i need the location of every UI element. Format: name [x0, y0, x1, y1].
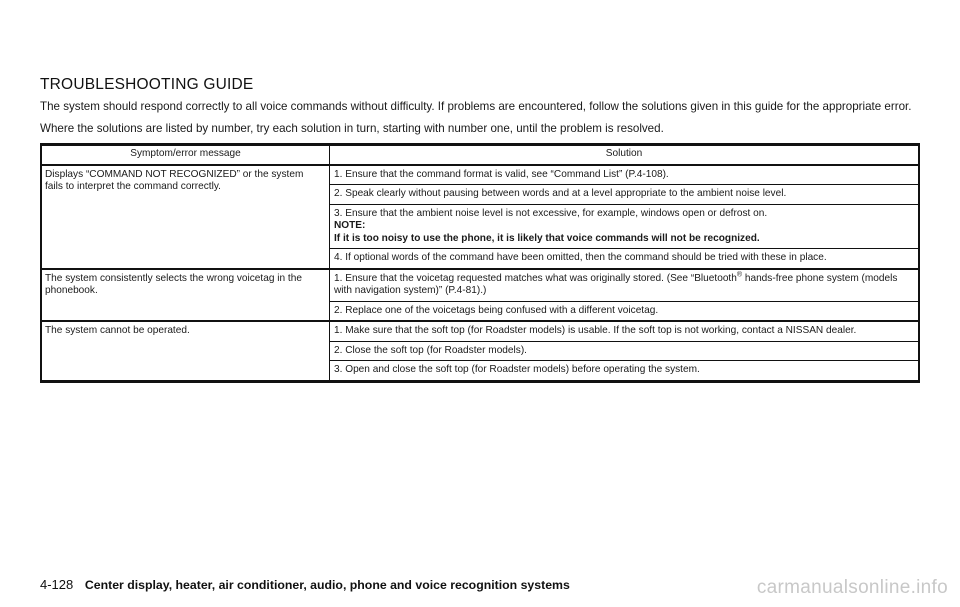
page-number: 4-128: [40, 577, 74, 592]
footer-section-title: Center display, heater, air conditioner, audio, phone and voice recognition systems: [84, 578, 570, 592]
registered-mark: ®: [736, 271, 743, 279]
solution-text-part: 1. Ensure that the voicetag requested matches what was originally stored. (See “Bluetooth: [334, 272, 737, 284]
solution-cell: 1. Make sure that the soft top (for Roadster models) is usable. If the soft top is not working, contact a NISSAN dealer.: [330, 321, 920, 341]
table-row: [41, 321, 919, 341]
note-text: If it is too noisy to use the phone, it is likely that voice commands will not be recognized.: [334, 232, 760, 244]
symptom-cell: The system consistently selects the wrong voicetag in the phonebook.: [41, 269, 330, 322]
symptom-cell: Displays “COMMAND NOT RECOGNIZED” or the system fails to interpret the command correctly.: [45, 168, 304, 192]
table-header-row: [41, 145, 919, 165]
solution-cell: 4. If optional words of the command have been omitted, then the command should be tried with these in place.: [330, 249, 920, 269]
symptom-cell: The system cannot be operated.: [41, 321, 330, 381]
watermark: carmanualsonline.info: [756, 577, 948, 598]
section-heading: TROUBLESHOOTING GUIDE: [40, 76, 254, 93]
solution-text-part: hands-free phone system (models with navigation system)” (P.4-81).): [334, 272, 898, 296]
troubleshooting-section: [40, 76, 920, 383]
symptom-column-header: Symptom/error message: [41, 145, 330, 165]
solution-column-header: Solution: [330, 145, 920, 165]
solution-cell: 2. Replace one of the voicetags being confused with a different voicetag.: [330, 301, 920, 321]
solution-cell: [330, 204, 920, 249]
note-label: NOTE:: [334, 220, 366, 231]
solution-cell: 1. Ensure that the command format is valid, see “Command List” (P.4-108).: [330, 165, 920, 185]
solution-cell: 2. Close the soft top (for Roadster models).: [330, 341, 920, 361]
table-row: [41, 165, 919, 185]
instructions-paragraph: Where the solutions are listed by number, try each solution in turn, starting with number one, until the problem is resolved.: [40, 122, 664, 135]
solution-cell: 2. Speak clearly without pausing between words and at a level appropriate to the ambient noise level.: [330, 185, 920, 205]
table-row: [41, 269, 919, 302]
solution-text: 3. Ensure that the ambient noise level is not excessive, for example, windows open or defrost on.: [334, 207, 768, 219]
solution-cell: 3. Open and close the soft top (for Roadster models) before operating the system.: [330, 361, 920, 382]
intro-paragraph: The system should respond correctly to all voice commands without difficulty. If problems are encountered, follow the solutions given in this guide for the appropriate error.: [40, 100, 912, 113]
troubleshooting-table: [40, 143, 920, 383]
page-footer: [40, 577, 570, 592]
solution-cell: [330, 269, 920, 302]
